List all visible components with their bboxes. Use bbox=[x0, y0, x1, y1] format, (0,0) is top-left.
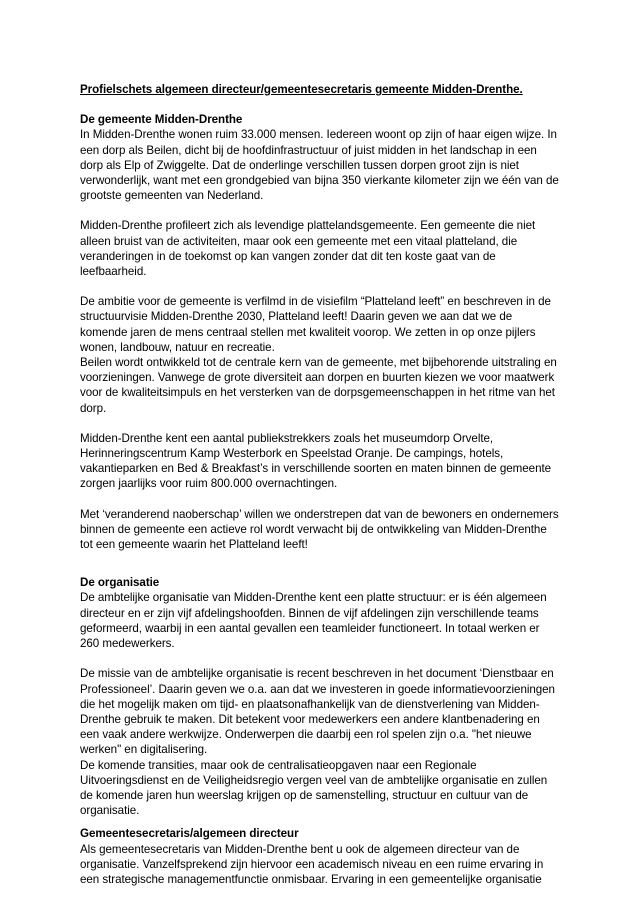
section-heading-gemeentesecretaris: Gemeentesecretaris/algemeen directeur bbox=[80, 827, 299, 841]
section-organisatie bbox=[80, 575, 560, 818]
document-page bbox=[80, 82, 560, 887]
document-title: Profielschets algemeen directeur/gemeentesecretaris gemeente Midden-Drenthe. bbox=[80, 83, 523, 96]
paragraph: In Midden-Drenthe wonen ruim 33.000 mensen. Iedereen woont op zijn of haar eigen wijze. In een dorp als Beilen, dicht bij de hoofdinfrastructuur of juist midden in het landschap in een dorp als Elp of Zwiggelte. Dat de onderlinge verschillen tussen dorpen groot zijn is niet verwonderlijk, want met een grondgebied van bijna 350 vierkante kilometer zijn we één van de grootste gemeenten van Nederland. bbox=[80, 128, 559, 203]
section-gemeentesecretaris bbox=[80, 826, 560, 887]
paragraph: De komende transities, maar ook de centralisatieopgaven naar een Regionale Uitvoeringsdienst en de Veiligheidsregio vergen veel van de ambtelijke organisatie en zullen de komende jaren hun weerslag krijgen op de samenstelling, structuur en cultuur van de organisatie. bbox=[80, 758, 548, 818]
paragraph: Midden-Drenthe profileert zich als levendige plattelandsgemeente. Een gemeente die niet alleen bruist van de activiteiten, maar ook een gemeente met een vitaal platteland, die veranderingen in de toekomst op kan vangen zonder dat dit ten koste gaat van de leefbaarheid. bbox=[80, 219, 536, 279]
paragraph: De ambitie voor de gemeente is verfilmd in de visiefilm “Platteland leeft” en beschreven in de structuurvisie Midden-Drenthe 2030, Platteland leeft! Daarin geven we aan dat we de komende jaren de mens centraal stellen met kwaliteit voorop. We zetten in op onze pijlers wonen, landbouw, natuur en recreatie. bbox=[80, 295, 551, 354]
section-heading-gemeente: De gemeente Midden-Drenthe bbox=[80, 113, 243, 127]
paragraph: De missie van de ambtelijke organisatie is recent beschreven in het document ‘Dienstbaar en Professioneel’. Daarin geven we o.a. aan dat we investeren in goede informatievoorzieningen die het mogelijk maken om tijd- en plaatsonafhankelijk van de dienstverlening van Midden-Drenthe gebruik te maken. Dit betekent voor medewerkers een andere klantbenadering en een vaak andere werkwijze. Onderwerpen die daarbij een rol spelen zijn o.a. "het nieuwe werken" en digitalisering. bbox=[80, 667, 555, 757]
section-heading-organisatie: De organisatie bbox=[80, 576, 160, 590]
paragraph: Als gemeentesecretaris van Midden-Drenthe bent u ook de algemeen directeur van de organisatie. Vanzelfsprekend zijn hiervoor een academisch niveau en een ruime ervaring in een strategische managementfunctie onmisbaar. Ervaring in een gemeentelijke organisatie bbox=[80, 842, 544, 886]
section-gemeente bbox=[80, 112, 560, 552]
paragraph: De ambtelijke organisatie van Midden-Drenthe kent een platte structuur: er is één algemeen directeur en er zijn vijf afdelingshoofden. Binnen de vijf afdelingen zijn verschillende teams geformeerd, waarbij in een aantal gevallen een teamleider functioneert. In totaal werken er 260 medewerkers. bbox=[80, 591, 547, 651]
paragraph: Met ‘veranderend naoberschap’ willen we onderstrepen dat van de bewoners en ondernemers binnen de gemeente een actieve rol wordt verwacht bij de ontwikkeling van Midden-Drenthe tot een gemeente waarin het Platteland leeft! bbox=[80, 507, 559, 552]
paragraph: Midden-Drenthe kent een aantal publiekstrekkers zoals het museumdorp Orvelte, Herinneringscentrum Kamp Westerbork en Speelstad Oranje. De campings, hotels, vakantieparken en Bed & Breakfast’s in verschillende soorten en maten binnen de gemeente zorgen jaarlijks voor ruim 800.000 overnachtingen. bbox=[80, 431, 552, 491]
paragraph: Beilen wordt ontwikkeld tot de centrale kern van de gemeente, met bijbehorende uitstraling en voorzieningen. Vanwege de grote diversiteit aan dorpen en buurten kiezen we voor maatwerk voor de kwaliteitsimpuls en het versterken van de dorpsgemeenschappen in het ritme van het dorp. bbox=[80, 356, 557, 415]
